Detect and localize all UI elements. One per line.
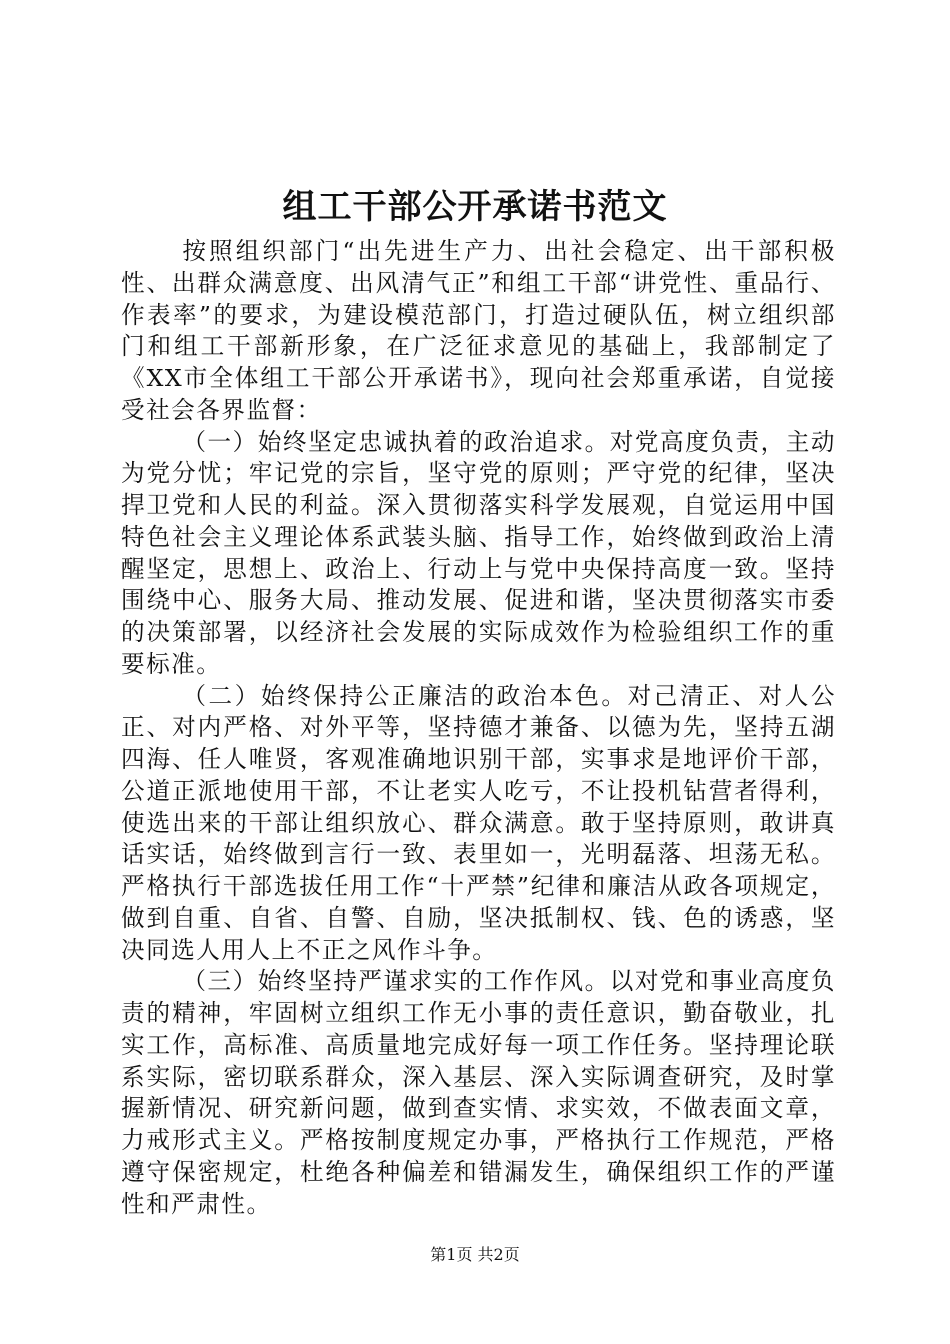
section-paragraph-2: （二）始终保持公正廉洁的政治本色。对己清正、对人公正、对内严格、对外平等，坚持德才兼备、以德为先，坚持五湖四海、任人唯贤，客观准确地识别干部，实事求是地评价干部，公道正派地使用干部，不让老实人吃亏，不让投机钻营者得利，使选出来的干部让组织放心、群众满意。敢于坚持原则，敢讲真话实话，始终做到言行一致、表里如一，光明磊落、坦荡无私。严格执行干部选拔任用工作“十严禁”纪律和廉洁从政各项规定，做到自重、自省、自警、自励，坚决抵制权、钱、色的诱惑，坚决同选人用人上不正之风作斗争。 bbox=[121, 681, 836, 964]
document-title: 组工干部公开承诺书范文 bbox=[282, 187, 668, 227]
section-paragraph-1: （一）始终坚定忠诚执着的政治追求。对党高度负责，主动为党分忧；牢记党的宗旨，坚守党的原则；严守党的纪律，坚决捍卫党和人民的利益。深入贯彻落实科学发展观，自觉运用中国特色社会主义理论体系武装头脑、指导工作，始终做到政治上清醒坚定，思想上、政治上、行动上与党中央保持高度一致。坚持围绕中心、服务大局、推动发展、促进和谐，坚决贯彻落实市委的决策部署，以经济社会发展的实际成效作为检验组织工作的重要标准。 bbox=[121, 427, 836, 678]
intro-paragraph: 按照组织部门“出先进生产力、出社会稳定、出干部积极性、出群众满意度、出风清气正”和组工干部“讲党性、重品行、作表率”的要求，为建设模范部门，打造过硬队伍，树立组织部门和组工干部新形象，在广泛征求意见的基础上，我部制定了《XX市全体组工干部公开承诺书》，现向社会郑重承诺，自觉接受社会各界监督： bbox=[121, 237, 836, 424]
section-paragraph-3: （三）始终坚持严谨求实的工作作风。以对党和事业高度负责的精神，牢固树立组织工作无小事的责任意识，勤奋敬业，扎实工作，高标准、高质量地完成好每一项工作任务。坚持理论联系实际，密切联系群众，深入基层、深入实际调查研究，及时掌握新情况、研究新问题，做到查实情、求实效，不做表面文章，力戒形式主义。严格按制度规定办事，严格执行工作规范，严格遵守保密规定，杜绝各种偏差和错漏发生，确保组织工作的严谨性和严肃性。 bbox=[121, 967, 836, 1218]
document-body bbox=[121, 236, 836, 1220]
page-number-footer: 第1页 共2页 bbox=[430, 1245, 520, 1264]
